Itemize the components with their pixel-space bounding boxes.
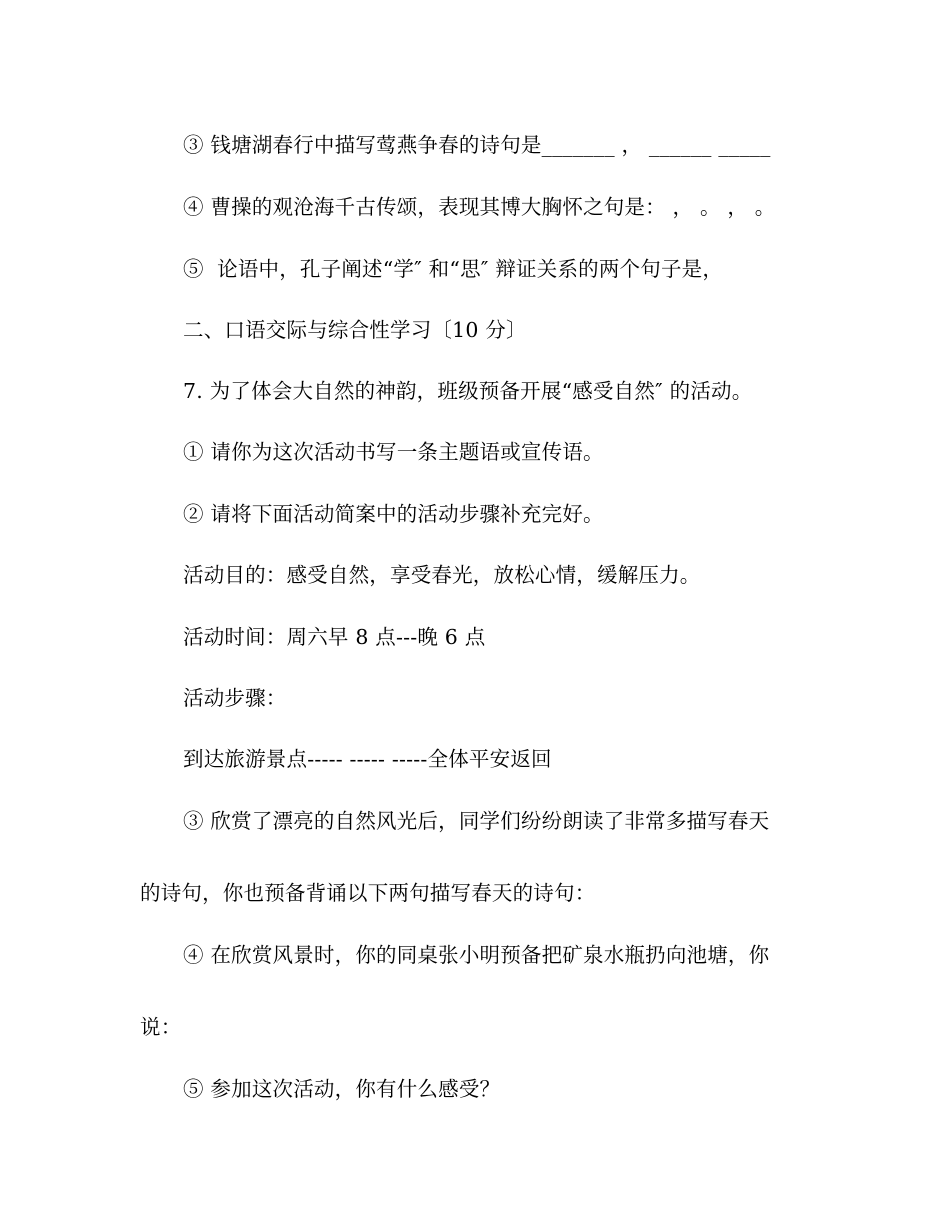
activity-goal: 活动目的：感受自然，享受春光，放松心情，缓解压力。	[183, 563, 701, 587]
question-6-3: ③ 钱塘湖春行中描写莺燕争春的诗句是_______ ， ______ _____	[183, 133, 771, 157]
question-7: 7. 为了体会大自然的神韵，班级预备开展“感受自然″ 的活动。	[183, 379, 753, 403]
question-7-2: ② 请将下面活动简案中的活动步骤补充完好。	[183, 502, 604, 526]
question-6-4: ④ 曹操的观沧海千古传颂，表现其博大胸怀之句是： ， 。 ， 。	[183, 195, 776, 219]
question-7-4-line-2: 说：	[140, 1015, 182, 1039]
activity-steps: 到达旅游景点----- ----- -----全体平安返回	[183, 747, 552, 771]
section-2-title: 二、口语交际与综合性学习〔10 分〕	[183, 318, 527, 342]
question-6-5: ⑤ 论语中，孔子阐述“学″ 和“思″ 辩证关系的两个句子是，	[183, 257, 724, 281]
question-7-3-line-2: 的诗句，你也预备背诵以下两句描写春天的诗句：	[140, 881, 596, 905]
activity-steps-label: 活动步骤：	[183, 686, 287, 710]
activity-time: 活动时间：周六早 8 点---晚 6 点	[183, 625, 486, 649]
question-7-4-line-1: ④ 在欣赏风景时，你的同桌张小明预备把矿泉水瓶扔向池塘，你	[183, 943, 770, 967]
question-7-5: ⑤ 参加这次活动，你有什么感受？	[183, 1077, 501, 1101]
question-7-1: ① 请你为这次活动书写一条主题语或宣传语。	[183, 440, 604, 464]
question-7-3-line-1: ③ 欣赏了漂亮的自然风光后，同学们纷纷朗读了非常多描写春天	[183, 809, 770, 833]
